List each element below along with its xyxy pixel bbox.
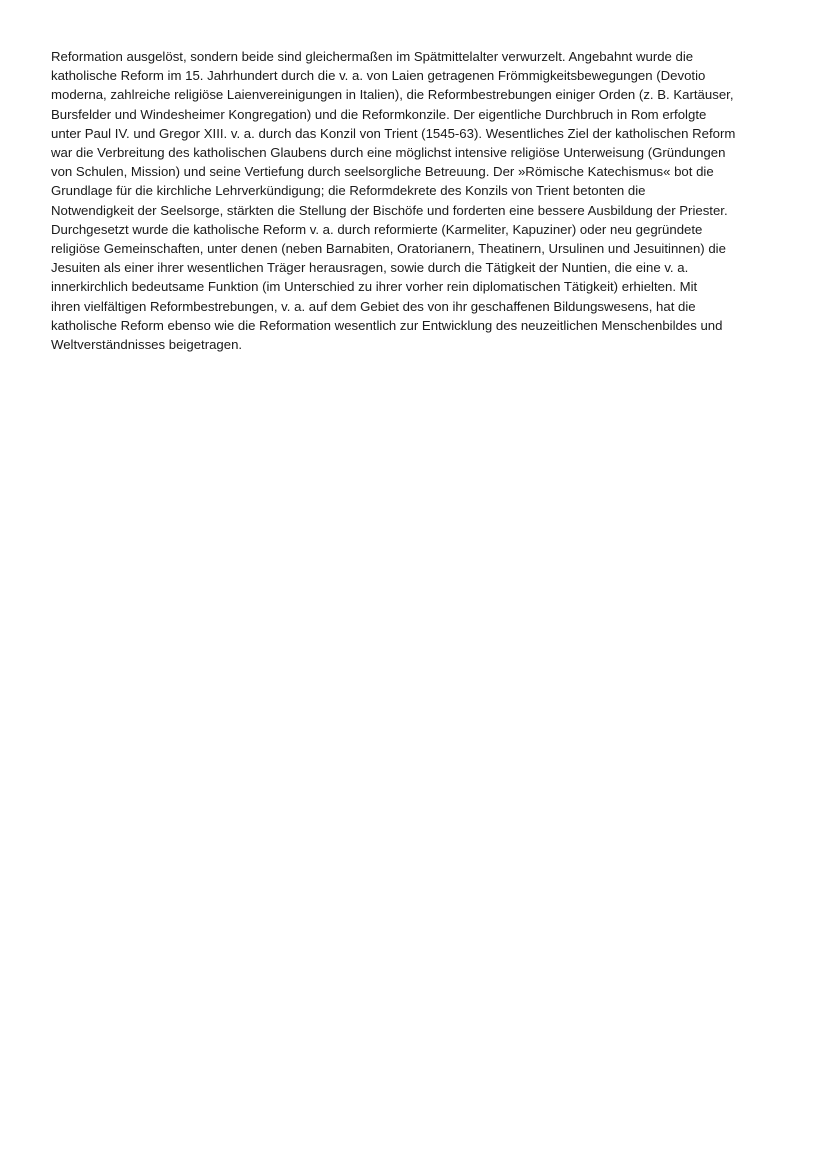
text-line: katholische Reform im 15. Jahrhundert durch die v. a. von Laien getragenen Frömmigkeitsbewegungen (Devotio: [51, 68, 706, 84]
text-line: Grundlage für die kirchliche Lehrverkündigung; die Reformdekrete des Konzils von Trient betonten die: [51, 183, 646, 199]
text-line: Reformation ausgelöst, sondern beide sind gleichermaßen im Spätmittelalter verwurzelt. Angebahnt wurde die: [51, 49, 694, 64]
text-line: Durchgesetzt wurde die katholische Reform v. a. durch reformierte (Karmeliter, Kapuziner) oder neu gegründete: [51, 221, 703, 237]
text-line: Jesuiten als einer ihrer wesentlichen Träger herausragen, sowie durch die Tätigkeit der Nuntien, die eine v. a.: [51, 260, 689, 276]
text-line: Weltverständnisses beigetragen.: [51, 337, 243, 353]
body-paragraph: [51, 47, 779, 354]
text-line: moderna, zahlreiche religiöse Laienvereinigungen in Italien), die Reformbestrebungen einiger Orden (z. B. Kartäuser,: [51, 87, 734, 103]
text-line: ihren vielfältigen Reformbestrebungen, v. a. auf dem Gebiet des von ihr geschaffenen Bildungswesens, hat die: [51, 298, 696, 314]
text-line: innerkirchlich bedeutsame Funktion (im Unterschied zu ihrer vorher rein diplomatischen Tätigkeit) erhielten. Mit: [51, 279, 698, 295]
text-line: Notwendigkeit der Seelsorge, stärkten die Stellung der Bischöfe und forderten eine bessere Ausbildung der Priester.: [51, 202, 728, 218]
text-line: katholische Reform ebenso wie die Reformation wesentlich zur Entwicklung des neuzeitlichen Menschenbildes und: [51, 317, 723, 333]
text-line: unter Paul IV. und Gregor XIII. v. a. durch das Konzil von Trient (1545-63). Wesentliches Ziel der katholischen Reform: [51, 125, 736, 141]
text-line: religiöse Gemeinschaften, unter denen (neben Barnabiten, Oratorianern, Theatinern, Ursulinen und Jesuitinnen) die: [51, 241, 726, 257]
text-line: Bursfelder und Windesheimer Kongregation) und die Reformkonzile. Der eigentliche Durchbruch in Rom erfolgte: [51, 106, 707, 122]
text-line: von Schulen, Mission) und seine Vertiefung durch seelsorgliche Betreuung. Der »Römische Katechismus« bot die: [51, 164, 714, 180]
text-line: war die Verbreitung des katholischen Glaubens durch eine möglichst intensive religiöse Unterweisung (Gründungen: [51, 145, 726, 161]
